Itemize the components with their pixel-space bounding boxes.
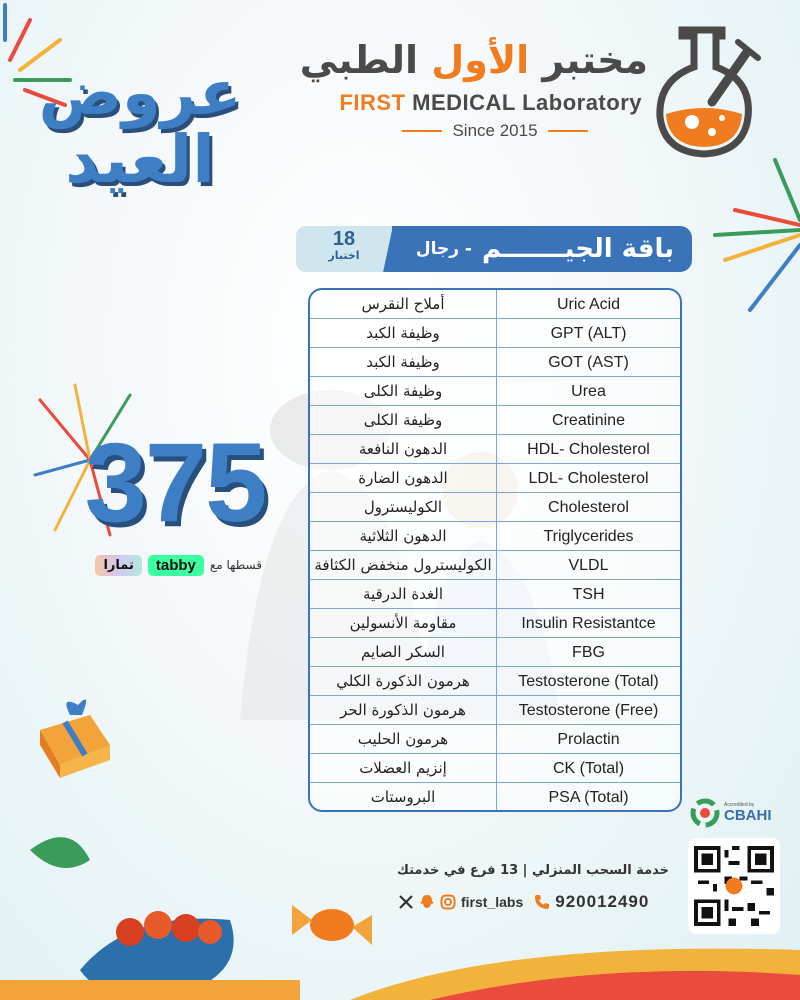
cbahi-accreditation	[690, 795, 780, 831]
test-row	[310, 290, 680, 319]
firework-right	[705, 150, 800, 330]
test-row	[310, 551, 680, 580]
test-row	[310, 319, 680, 348]
test-row	[310, 754, 680, 783]
test-row	[310, 667, 680, 696]
test-name-english: GOT (AST)	[496, 348, 680, 377]
test-name-english: Cholesterol	[496, 493, 680, 522]
test-name-english: FBG	[496, 638, 680, 667]
title-line-1: عروض	[38, 56, 242, 129]
installment-options	[62, 552, 262, 578]
test-name-arabic: الدهون الثلاثية	[359, 527, 447, 545]
test-name-arabic: الكوليسترول منخفض الكثافة	[314, 556, 492, 574]
accreditation-small: Accredited by	[724, 802, 755, 808]
brand-name-english	[339, 90, 642, 116]
test-name-arabic: الدهون النافعة	[358, 440, 448, 458]
brand-ar-prefix: مختبر	[542, 38, 648, 82]
cbahi-logo-icon	[690, 798, 720, 828]
test-row	[310, 725, 680, 754]
test-row	[310, 435, 680, 464]
test-name-english: Insulin Resistantce	[496, 609, 680, 638]
test-name-arabic: وظيفة الكبد	[366, 324, 440, 342]
test-row	[310, 377, 680, 406]
test-name-english: LDL- Cholesterol	[496, 464, 680, 493]
phone-number[interactable]: 920012490	[555, 892, 650, 911]
test-row	[310, 696, 680, 725]
snapchat-icon[interactable]	[419, 894, 435, 910]
package-title	[392, 226, 692, 272]
brand-name-arabic	[300, 38, 648, 82]
test-row	[310, 464, 680, 493]
test-row	[310, 493, 680, 522]
package-header	[296, 226, 692, 272]
package-name: باقة الجيـــــــم	[482, 234, 674, 264]
brand-en-rest: MEDICAL Laboratory	[412, 90, 642, 115]
phone-icon[interactable]	[534, 894, 550, 910]
test-name-english: GPT (ALT)	[496, 319, 680, 348]
test-name-arabic: وظيفة الكلى	[363, 382, 443, 400]
test-name-arabic: الدهون الضارة	[358, 469, 448, 487]
test-row	[310, 522, 680, 551]
test-row	[310, 783, 680, 812]
eid-offers-title	[20, 56, 260, 199]
test-row	[310, 609, 680, 638]
test-name-arabic: السكر الصايم	[361, 643, 445, 661]
package-audience: - رجال	[415, 239, 472, 259]
test-name-english: CK (Total)	[496, 754, 680, 783]
installment-label: قسطها مع	[209, 558, 262, 572]
test-name-arabic: هرمون الحليب	[357, 730, 449, 748]
test-name-english: Creatinine	[496, 406, 680, 435]
test-name-english: Testosterone (Free)	[496, 696, 680, 725]
tests-table	[308, 288, 682, 812]
x-icon[interactable]	[398, 894, 414, 910]
test-count-badge	[296, 226, 392, 272]
since-line	[400, 120, 590, 142]
tabby-badge: tabby	[148, 555, 204, 576]
test-name-arabic: مقاومة الأنسولين	[349, 614, 457, 632]
divider	[402, 130, 442, 132]
test-row	[310, 580, 680, 609]
brand-ar-accent: الأول	[431, 38, 530, 82]
test-name-english: Urea	[496, 377, 680, 406]
title-line-2: العيد	[65, 121, 215, 199]
sand-wave-decoration	[350, 930, 800, 1000]
test-name-english: HDL- Cholesterol	[496, 435, 680, 464]
test-name-arabic: الغدة الدرقية	[362, 585, 444, 603]
test-name-arabic: البروستات	[370, 788, 436, 806]
test-name-english: Uric Acid	[496, 290, 680, 319]
test-name-arabic: هرمون الذكورة الحر	[340, 701, 466, 719]
test-name-arabic: أملاح النقرس	[361, 295, 445, 313]
test-name-arabic: هرمون الذكورة الكلي	[336, 672, 470, 690]
test-row	[310, 348, 680, 377]
test-name-arabic: الكوليسترول	[363, 498, 443, 516]
test-name-english: VLDL	[496, 551, 680, 580]
test-row	[310, 638, 680, 667]
test-count-number: 18	[332, 228, 356, 250]
test-name-arabic: وظيفة الكلى	[363, 411, 443, 429]
brand-en-accent: FIRST	[339, 90, 406, 115]
social-handle[interactable]: first_labs	[461, 894, 524, 910]
test-name-english: Prolactin	[496, 725, 680, 754]
test-name-arabic: إنزيم العضلات	[359, 759, 447, 777]
sweets-bowl-decoration	[0, 820, 300, 1000]
service-text: خدمة السحب المنزلي | 13 فرع في خدمتك	[397, 862, 669, 878]
instagram-icon[interactable]	[440, 894, 456, 910]
test-name-arabic: وظيفة الكبد	[366, 353, 440, 371]
since-text: Since 2015	[452, 121, 538, 140]
qr-code[interactable]	[688, 838, 780, 934]
gift-box-icon	[30, 690, 120, 780]
price-value: 375	[84, 420, 266, 545]
qr-code-icon	[694, 844, 774, 928]
lab-flask-logo-icon	[652, 22, 762, 162]
brand-ar-suffix: الطبي	[299, 38, 419, 82]
test-count-label: اختبار	[328, 249, 360, 262]
test-name-english: TSH	[496, 580, 680, 609]
test-name-english: Testosterone (Total)	[496, 667, 680, 696]
contact-line	[398, 888, 676, 916]
test-row	[310, 406, 680, 435]
divider	[548, 130, 588, 132]
home-service-line	[397, 858, 675, 882]
test-name-english: PSA (Total)	[496, 783, 680, 812]
test-name-english: Triglycerides	[496, 522, 680, 551]
accreditation-name: CBAHI	[724, 807, 772, 824]
tamara-badge: تمارا	[95, 555, 141, 576]
